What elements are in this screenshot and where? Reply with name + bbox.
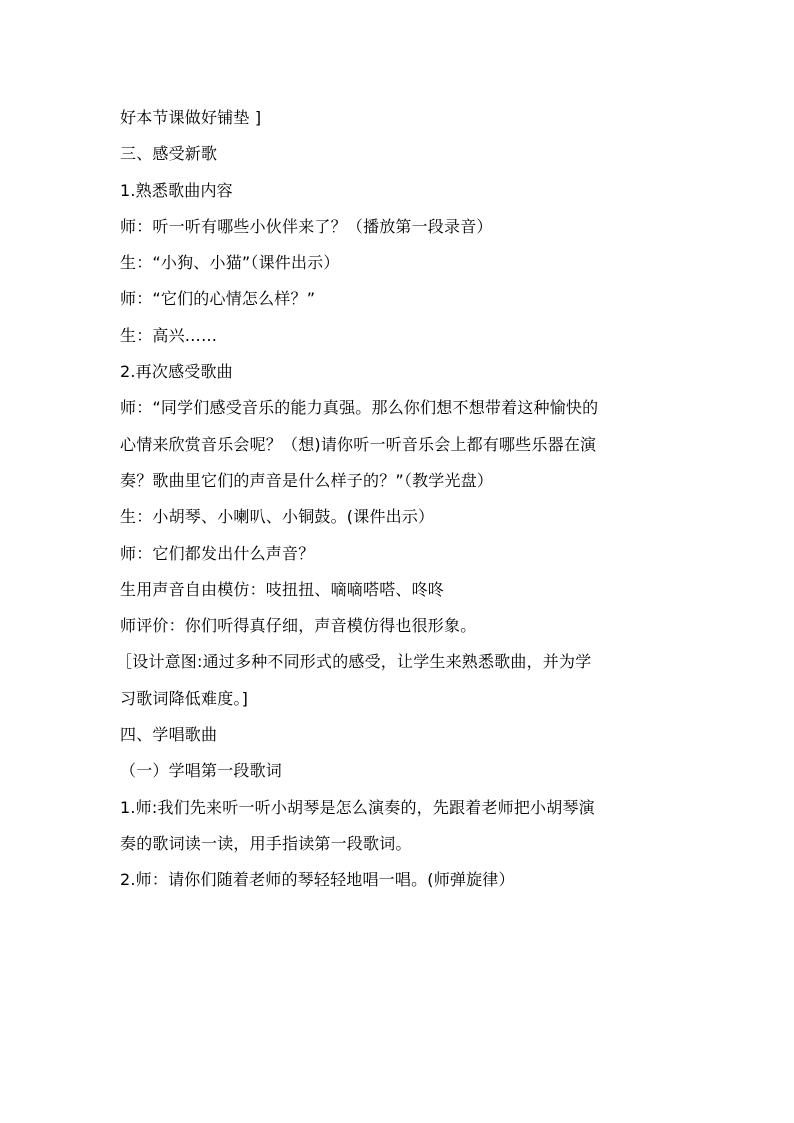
- dialogue-line: 师：“同学们感受音乐的能力真强。那么你们想不想带着这种愉快的: [120, 398, 599, 418]
- dialogue-line: 生：高兴……: [120, 325, 218, 345]
- dialogue-line: 师：它们都发出什么声音？: [120, 543, 315, 563]
- dialogue-line: 2.师：请你们随着老师的琴轻轻地唱一唱。(师弹旋律）: [120, 870, 515, 890]
- subsection-heading: （一）学唱第一段歌词: [120, 761, 283, 781]
- dialogue-line: 师：听一听有哪些小伙伴来了？（播放第一段录音）: [120, 216, 493, 236]
- subsection-heading: 2.再次感受歌曲: [120, 362, 233, 382]
- subsection-heading: 1.熟悉歌曲内容: [120, 180, 233, 200]
- dialogue-line: 师评价：你们听得真仔细，声音模仿得也很形象。: [120, 616, 477, 636]
- document-body: [116, 100, 680, 899]
- dialogue-line: 生：“小狗、小猫”（课件出示）: [120, 253, 340, 273]
- design-intent-note: ［设计意图:通过多种不同形式的感受，让学生来熟悉歌曲，并为学: [116, 652, 592, 672]
- text-line: 好本节课做好铺垫 ]: [120, 108, 262, 127]
- dialogue-line: 奏的歌词读一读，用手指读第一段歌词。: [120, 833, 412, 853]
- design-intent-note: 习歌词降低难度。]: [120, 688, 249, 708]
- dialogue-line: 奏？歌曲里它们的声音是什么样子的？”（教学光盘）: [120, 470, 494, 490]
- dialogue-line: 心情来欣赏音乐会呢？（想)请你听一听音乐会上都有哪些乐器在演: [120, 434, 597, 454]
- dialogue-line: 1.师:我们先来听一听小胡琴是怎么演奏的，先跟着老师把小胡琴演: [120, 797, 595, 817]
- section-heading: 三、感受新歌: [120, 144, 218, 164]
- section-heading: 四、学唱歌曲: [120, 725, 218, 745]
- dialogue-line: 生用声音自由模仿：吱扭扭、嘀嘀嗒嗒、咚咚: [120, 579, 445, 599]
- dialogue-line: 生：小胡琴、小喇叭、小铜鼓。(课件出示）: [120, 507, 435, 527]
- dialogue-line: 师：“它们的心情怎么样？”: [120, 289, 316, 309]
